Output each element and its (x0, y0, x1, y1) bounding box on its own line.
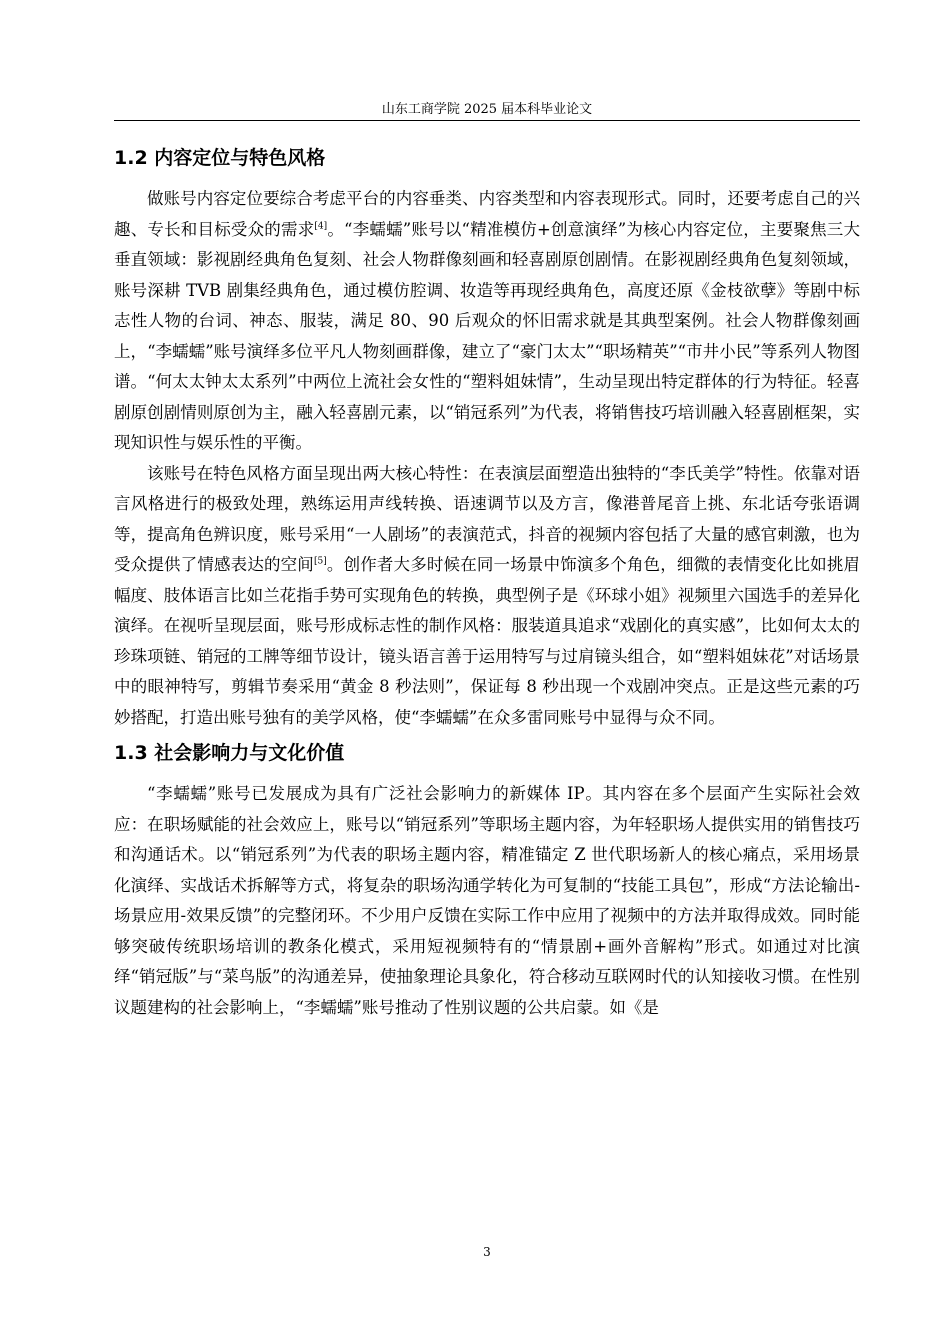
page-header: 山东工商学院 2025 届本科毕业论文 (114, 100, 860, 121)
section-1-2-paragraph-2 (114, 459, 860, 734)
document-body (114, 138, 860, 1023)
paragraph-text: 做账号内容定位要综合考虑平台的内容垂类、内容类型和内容表现形式。同时，还要考虑自己的兴趣、专长和目标受众的需求 (114, 189, 860, 239)
section-1-2-paragraph-1 (114, 184, 860, 459)
paragraph-text: 该账号在特色风格方面呈现出两大核心特性：在表演层面塑造出独特的“李氏美学”特性。依靠对语言风格进行的极致处理，熟练运用声线转换、语速调节以及方言，像港普尾音上挑、东北话夸张语调等，提高角色辨识度，账号采用“一人剧场”的表演范式，抖音的视频内容包括了大量的感官刺激，也为受众提供了情感表达的空间 (114, 463, 860, 574)
paragraph-text: 。创作者大多时候在同一场景中饰演多个角色，细微的表情变化比如挑眉幅度、肢体语言比如兰花指手势可实现角色的转换，典型例子是《环球小姐》视频里六国选手的差异化演绎。在视听呈现层面，账号形成标志性的制作风格：服装道具追求“戏剧化的真实感”，比如何太太的珍珠项链、销冠的工牌等细节设计，镜头语言善于运用特写与过肩镜头组合，如“塑料姐妹花”对话场景中的眼神特写，剪辑节奏采用“黄金 8 秒法则”，保证每 8 秒出现一个戏剧冲突点。正是这些元素的巧妙搭配，打造出账号独有的美学风格，使“李蠕蠕”在众多雷同账号中显得与众不同。 (114, 555, 861, 727)
section-heading-1-3: 1.3 社会影响力与文化价值 (114, 742, 345, 764)
citation-marker[interactable]: [5] (313, 556, 327, 567)
paragraph-text: 。“李蠕蠕”账号以“精准模仿+创意演绎”为核心内容定位，主要聚焦三大垂直领域：影视剧经典角色复刻、社会人物群像刻画和轻喜剧原创剧情。在影视剧经典角色复刻领域，账号深耕 TVB 剧集经典角色，通过模仿腔调、妆造等再现经典角色，高度还原《金枝欲孽》等剧中标志性人物的台词、神态、服装，满足 80、90 后观众的怀旧需求就是其典型案例。社会人物群像刻画上，“李蠕蠕”账号演绎多位平凡人物刻画群像，建立了“豪门太太”“职场精英”“市井小民”等系列人物图谱。“何太太钟太太系列”中两位上流社会女性的“塑料姐妹情”，生动呈现出特定群体的行为特征。轻喜剧原创剧情则原创为主，融入轻喜剧元素，以“销冠系列”为代表，将销售技巧培训融入轻喜剧框架，实现知识性与娱乐性的平衡。 (114, 219, 861, 452)
section-heading-1-2: 1.2 内容定位与特色风格 (114, 147, 326, 169)
section-1-3-paragraph-1: “李蠕蠕”账号已发展成为具有广泛社会影响力的新媒体 IP。其内容在多个层面产生实际社会效应：在职场赋能的社会效应上，账号以“销冠系列”等职场主题内容，为年轻职场人提供实用的销售技巧和沟通话术。以“销冠系列”为代表的职场主题内容，精准锚定 Z 世代职场新人的核心痛点，采用场景化演绎、实战话术拆解等方式，将复杂的职场沟通学转化为可复制的“技能工具包”，形成“方法论输出-场景应用-效果反馈”的完整闭环。不少用户反馈在实际工作中应用了视频中的方法并取得成效。同时能够突破传统职场培训的教条化模式，采用短视频特有的“情景剧+画外音解构”形式。如通过对比演绎“销冠版”与“菜鸟版”的沟通差异，使抽象理论具象化，符合移动互联网时代的认知接收习惯。在性别议题建构的社会影响上，“李蠕蠕”账号推动了性别议题的公共启蒙。如《是 (114, 784, 860, 1017)
page-number: 3 (483, 1245, 491, 1259)
citation-marker[interactable]: [4] (314, 221, 328, 231)
